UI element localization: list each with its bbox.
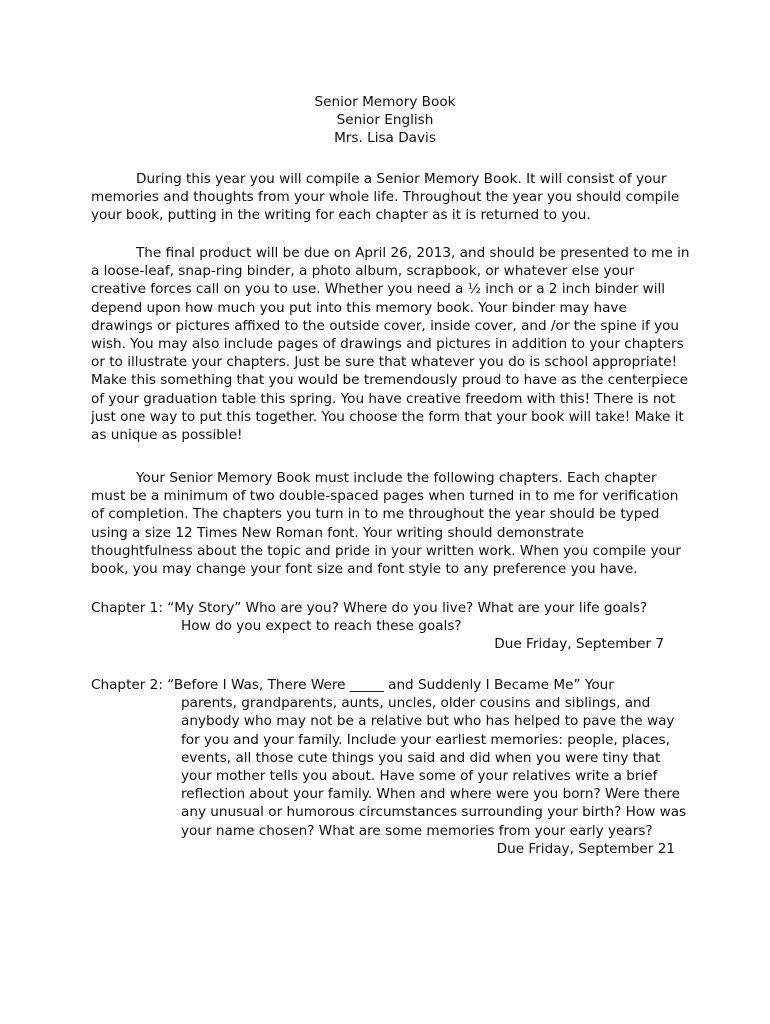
- chapter-line: How do you expect to reach these goals?: [181, 618, 462, 635]
- paragraph-line: your book, putting in the writing for each chapter as it is returned to you.: [91, 207, 591, 224]
- final-product-paragraph: [91, 244, 691, 444]
- chapter-line: reflection about your family. When and where were you born? Were there: [181, 786, 680, 803]
- paragraph-line: drawings or pictures affixed to the outside cover, inside cover, and /or the spine if you: [91, 317, 680, 334]
- paragraph-line: Your Senior Memory Book must include the following chapters. Each chapter: [136, 470, 657, 486]
- document-header: [0, 93, 770, 148]
- paragraph-line: memories and thoughts from your whole life. Throughout the year you should compile: [91, 189, 680, 206]
- chapter-1-block: [91, 599, 691, 654]
- paragraph-line: or to illustrate your chapters. Just be sure that whatever you do is school appropriate!: [91, 354, 678, 371]
- document-title: Senior Memory Book: [314, 94, 456, 110]
- chapter-1-due-date: Due Friday, September 7: [494, 636, 664, 653]
- paragraph-line: must be a minimum of two double-spaced pages when turned in to me for verification: [91, 488, 679, 505]
- course-name: Senior English: [336, 112, 434, 129]
- chapter-line: any unusual or humorous circumstances surrounding your birth? How was: [181, 804, 687, 821]
- chapter-line: your mother tells you about. Have some of your relatives write a brief: [181, 768, 658, 785]
- paragraph-line: Make this something that you would be tremendously proud to have as the centerpiece: [91, 372, 689, 389]
- chapter-line: events, all those cute things you said and did when you were tiny that: [181, 749, 661, 766]
- paragraph-line: thoughtfulness about the topic and pride in your written work. When you compile your: [91, 542, 682, 559]
- paragraph-line: depend upon how much you put into this memory book. Your binder may have: [91, 299, 627, 316]
- chapter-line: Chapter 1: “My Story” Who are you? Where do you live? What are your life goals?: [91, 600, 648, 616]
- chapter-2-block: [91, 676, 691, 858]
- chapter-line: your name chosen? What are some memories from your early years?: [181, 822, 653, 839]
- paragraph-line: The final product will be due on April 26, 2013, and should be presented to me in: [136, 245, 690, 261]
- paragraph-line: During this year you will compile a Senior Memory Book. It will consist of your: [136, 171, 667, 187]
- chapter-2-due-date: Due Friday, September 21: [496, 840, 675, 857]
- chapter-line: for you and your family. Include your earliest memories: people, places,: [181, 731, 670, 748]
- chapter-line: anybody who may not be a relative but who has helped to pave the way: [181, 713, 675, 730]
- paragraph-line: creative forces call on you to use. Whether you need a ½ inch or a 2 inch binder will: [91, 281, 666, 298]
- intro-paragraph: [91, 170, 691, 225]
- paragraph-line: a loose-leaf, snap-ring binder, a photo album, scrapbook, or whatever else your: [91, 263, 635, 280]
- chapter-line: parents, grandparents, aunts, uncles, older cousins and siblings, and: [181, 695, 651, 712]
- paragraph-line: of completion. The chapters you turn in to me throughout the year should be typed: [91, 506, 660, 523]
- teacher-name: Mrs. Lisa Davis: [334, 130, 436, 147]
- requirements-paragraph: [91, 469, 691, 578]
- chapter-line: Chapter 2: “Before I Was, There Were _____ and Suddenly I Became Me” Your: [91, 677, 614, 693]
- paragraph-line: of your graduation table this spring. You have creative freedom with this! There is not: [91, 390, 676, 407]
- paragraph-line: just one way to put this together. You choose the form that your book will take! Make it: [91, 408, 684, 425]
- paragraph-line: wish. You may also include pages of drawings and pictures in addition to your chapters: [91, 336, 684, 353]
- paragraph-line: as unique as possible!: [91, 427, 243, 444]
- paragraph-line: using a size 12 Times New Roman font. Your writing should demonstrate: [91, 524, 585, 541]
- paragraph-line: book, you may change your font size and font style to any preference you have.: [91, 561, 638, 578]
